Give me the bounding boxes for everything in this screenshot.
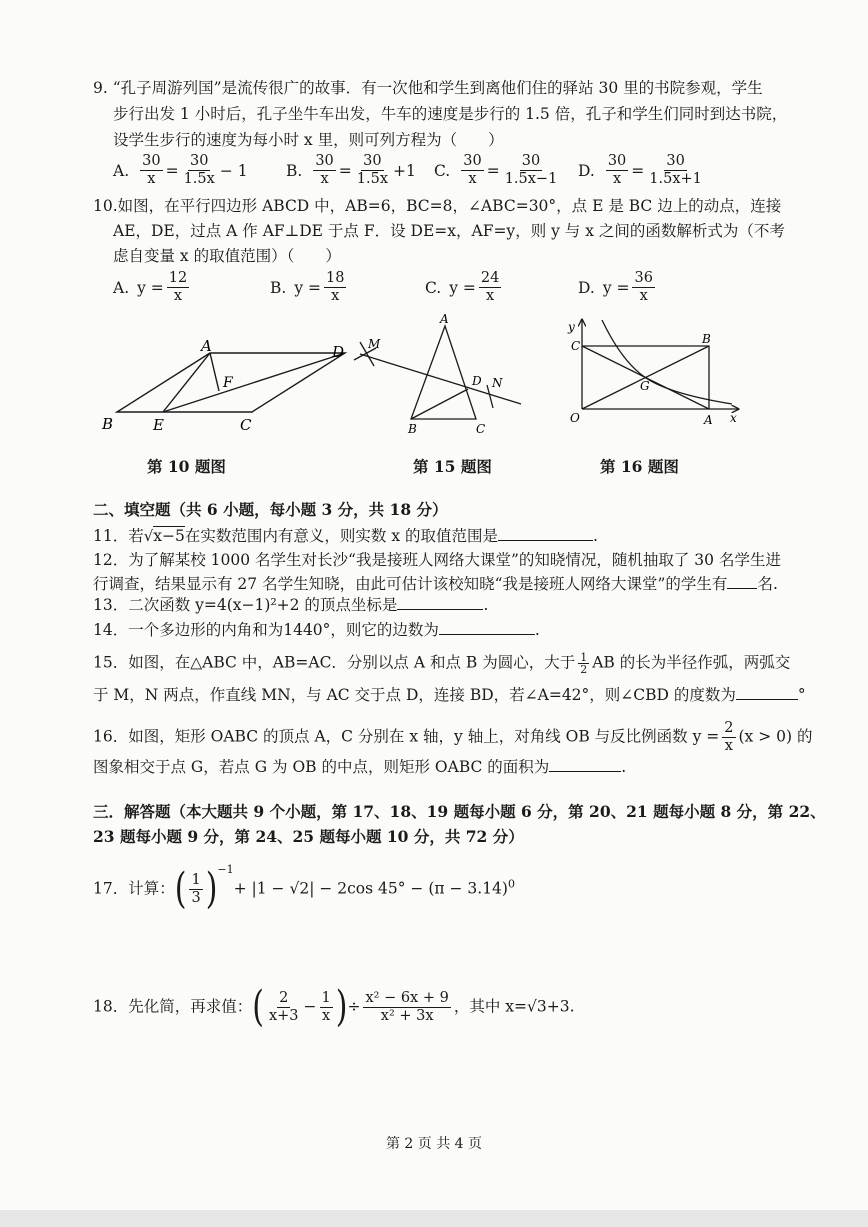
fraction: $\frac{30}{x}$ xyxy=(315,153,334,187)
fraction: $\frac{30}{1.5x+1}$ xyxy=(649,153,702,187)
label-b: B xyxy=(102,415,114,433)
option-label: C. xyxy=(434,161,451,180)
q15-line-1: 15．如图，在△ABC 中，AB=AC．分别以点 A 和点 B 为圆心，大于 $\frac{1}{2}$ AB 的长为半径作弧，两弧交 xyxy=(93,651,791,676)
figure-10 xyxy=(95,335,355,440)
section-3-heading-line-1: 三．解答题（本大题共 9 个小题，第 17、18、19 题每小题 6 分，第 20、21 题每小题 8 分，第 22、 xyxy=(93,802,826,821)
scan-bottom-edge xyxy=(0,1210,868,1227)
q15-line-2: 于 M，N 两点，作直线 MN，与 AC 交于点 D，连接 BD，若∠A=42°，则∠CBD 的度数为 ° xyxy=(93,686,806,704)
label-g: G xyxy=(640,379,650,393)
fraction: $\frac{30}{x}$ xyxy=(463,153,482,187)
option-label: B. xyxy=(286,161,303,180)
option-label: C. xyxy=(425,278,442,297)
label-m: M xyxy=(368,337,381,351)
fraction: $\frac{36}{x}$ xyxy=(634,270,653,304)
option-label: A. xyxy=(113,278,130,297)
q9-option-d[interactable]: D. $\frac{30}{x}$ = $\frac{30}{1.5x+1}$ xyxy=(578,153,702,187)
figure-16 xyxy=(562,312,744,430)
page-footer: 第 2 页 共 4 页 xyxy=(385,1136,483,1152)
option-prefix: y = xyxy=(449,278,476,297)
answer-blank-11[interactable] xyxy=(498,526,593,541)
q10-option-a[interactable] xyxy=(113,270,192,305)
label-a: A xyxy=(201,337,212,355)
label-a: A xyxy=(704,413,713,427)
answer-blank-15[interactable] xyxy=(736,685,798,700)
segment-de xyxy=(163,353,345,412)
label-b: B xyxy=(408,422,417,436)
q18: 18．先化简，再求值：( $\frac{2}{x+3}$ − $\frac{1}{x}$ )÷ $\frac{\text{x² − 6x + 9}}{\text{x² + 3x}}$ ，其中 x=√3+3. xyxy=(93,982,575,1032)
q12-line-2: 行调查，结果显示有 27 名学生知晓，由此可估计该校知晓“我是接班人网络大课堂”的学生有 名. xyxy=(93,575,778,593)
q9-option-c[interactable]: C. $\frac{30}{x}$ = $\frac{30}{1.5x-1}$ xyxy=(434,153,558,187)
q10-line-1: 10.如图，在平行四边形 ABCD 中，AB=6，BC=8，∠ABC=30°，点 E 是 BC 边上的动点，连接 xyxy=(93,197,782,215)
q12-line-1: 12．为了解某校 1000 名学生对长沙“我是接班人网络大课堂”的知晓情况，随机抽取了 30 名学生进 xyxy=(93,551,781,569)
q16-line-2: 图象相交于点 G，若点 G 为 OB 的中点，则矩形 OABC 的面积为 . xyxy=(93,758,627,776)
option-label: D. xyxy=(578,161,595,180)
segment-af xyxy=(210,353,219,391)
option-label: A. xyxy=(113,161,130,180)
answer-blank-16[interactable] xyxy=(549,757,621,772)
label-n: N xyxy=(492,376,503,390)
answer-blank-14[interactable] xyxy=(439,620,535,635)
q9-option-b[interactable]: B. $\frac{30}{x}$ = $\frac{30}{1.5x}$ +1 xyxy=(286,153,416,187)
q11-text-b: 在实数范围内有意义，则实数 x 的取值范围是 xyxy=(184,527,498,545)
q9-option-a[interactable]: A. $\frac{30}{x}$ = $\frac{30}{1.5x}$ − 1 xyxy=(113,153,248,187)
fraction: $\frac{30}{x}$ xyxy=(607,153,627,187)
label-c: C xyxy=(240,416,252,434)
fraction: $\frac{18}{x}$ xyxy=(326,270,345,304)
label-d: D xyxy=(332,343,345,361)
label-x: x xyxy=(730,411,737,425)
section-2-heading: 二、填空题（共 6 小题，每小题 3 分，共 18 分） xyxy=(93,500,448,519)
q10-option-c[interactable] xyxy=(425,270,504,305)
fraction: $\frac{30}{1.5x}$ xyxy=(356,153,389,187)
option-prefix: y = xyxy=(137,278,164,297)
option-prefix: y = xyxy=(602,278,630,297)
q9-line-3: 设学生步行的速度为每小时 x 里，则可列方程为（ ） xyxy=(113,131,504,149)
caption-figure-10: 第 10 题图 xyxy=(147,457,226,476)
q14: 14．一个多边形的内角和为1440°，则它的边数为 . xyxy=(93,621,540,639)
q11-text-a: 11．若 xyxy=(93,527,144,545)
label-c: C xyxy=(476,422,486,436)
option-prefix: y = xyxy=(294,278,321,297)
figure-15 xyxy=(348,312,530,437)
segment-ae xyxy=(163,353,210,412)
segment-bd xyxy=(411,389,468,419)
q11: 11．若√x−5在实数范围内有意义，则实数 x 的取值范围是 . xyxy=(93,527,598,545)
fraction: $\frac{12}{x}$ xyxy=(168,270,188,304)
fraction: $\frac{30}{x}$ xyxy=(142,153,161,187)
hyperbola-curve xyxy=(602,320,732,404)
option-label: B. xyxy=(270,278,287,297)
label-a: A xyxy=(440,312,449,326)
q9-line-1: 9. “孔子周游列国”是流传很广的故事．有一次他和学生到离他们住的驿站 30 里的书院参观，学生 xyxy=(93,79,763,97)
q16-line-1: 16．如图，矩形 OABC 的顶点 A，C 分别在 x 轴，y 轴上，对角线 OB 与反比例函数 y = $\frac{2}{x}$ (x > 0) 的 xyxy=(93,720,813,754)
section-3-heading-line-2: 23 题每小题 9 分，第 24、25 题每小题 10 分，共 72 分） xyxy=(93,827,524,846)
caption-figure-16: 第 16 题图 xyxy=(600,457,679,476)
q10-line-2: AE，DE，过点 A 作 AF⊥DE 于点 F．设 DE=x，AF=y，则 y 与 x 之间的函数解析式为（不考 xyxy=(113,222,785,240)
label-e: E xyxy=(153,416,164,434)
label-c: C xyxy=(571,339,581,353)
answer-blank-12[interactable] xyxy=(727,574,757,589)
option-label: D. xyxy=(578,278,595,297)
q17: 17．计算：( $\frac{1}{3}$ )$^{-1}$+ |1 − √2| − 2cos $45^\circ - (\pi - 3.14)^0$ xyxy=(93,863,515,914)
fraction: $\frac{30}{1.5x-1}$ xyxy=(504,153,558,187)
label-y: y xyxy=(568,320,575,334)
q13: 13．二次函数 y=4(x−1)²+2 的顶点坐标是 . xyxy=(93,596,489,614)
fraction: $\frac{24}{x}$ xyxy=(480,270,500,304)
q10-option-b[interactable] xyxy=(270,270,349,305)
answer-blank-13[interactable] xyxy=(397,595,483,610)
label-f: F xyxy=(223,375,233,391)
label-o: O xyxy=(570,411,580,425)
label-b: B xyxy=(702,332,711,346)
caption-figure-15: 第 15 题图 xyxy=(413,457,492,476)
q9-line-2: 步行出发 1 小时后，孔子坐牛车出发，牛车的速度是步行的 1.5 倍，孔子和学生们同时到达书院， xyxy=(113,105,788,123)
fraction: $\frac{30}{1.5x}$ xyxy=(183,153,215,187)
q10-line-3: 虑自变量 x 的取值范围）（ ） xyxy=(113,247,341,265)
label-d: D xyxy=(472,374,482,388)
q10-option-d[interactable] xyxy=(578,270,658,305)
q11-radicand: x−5 xyxy=(153,527,185,545)
